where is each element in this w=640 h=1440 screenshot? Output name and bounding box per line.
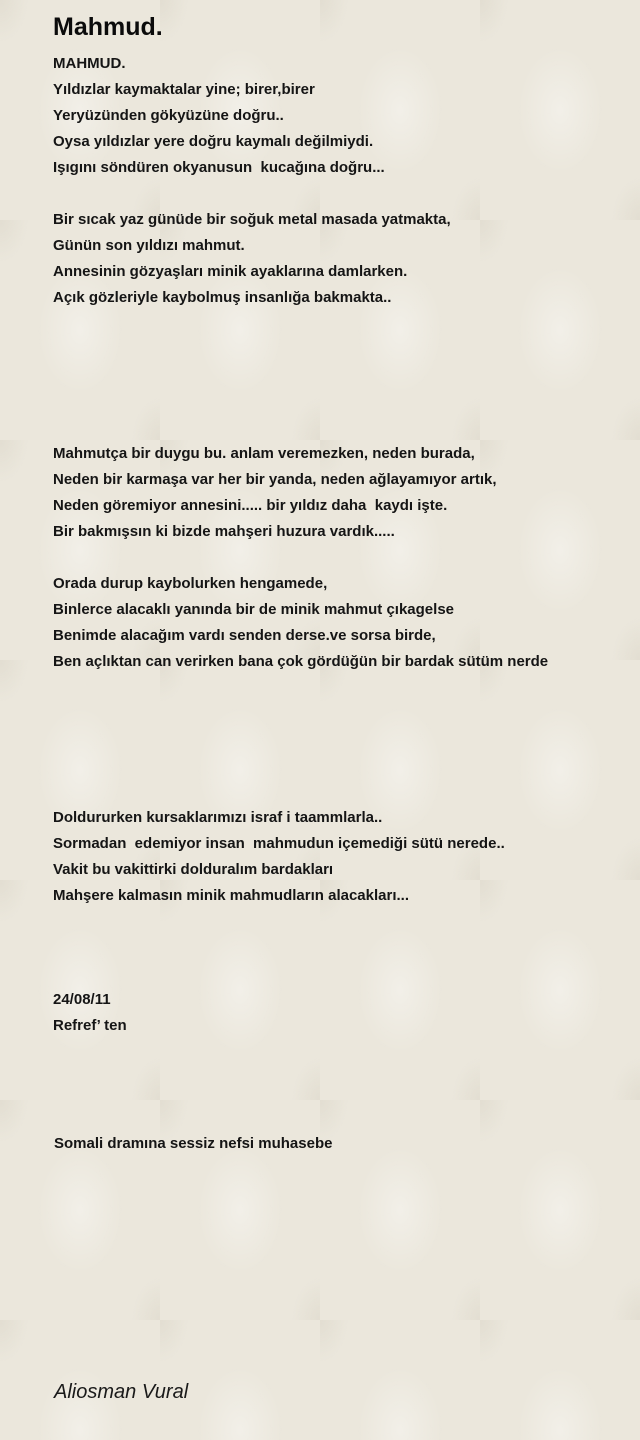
- poem-line: Açık gözleriyle kaybolmuş insanlığa bakmakta..: [53, 289, 392, 306]
- stanza-gap: [53, 545, 633, 571]
- poem-line: Bir sıcak yaz günüde bir soğuk metal masada yatmakta,: [53, 211, 451, 228]
- poem-line: MAHMUD.: [53, 55, 126, 72]
- poem-line: Neden bir karmaşa var her bir yanda, neden ağlayamıyor artık,: [53, 471, 497, 488]
- poem-line: Bir bakmışsın ki bizde mahşeri huzura vardık.....: [53, 523, 395, 540]
- poem-line: Günün son yıldızı mahmut.: [53, 237, 245, 254]
- poem-line: Orada durup kaybolurken hengamede,: [53, 575, 328, 592]
- poem-line: Mahmutça bir duygu bu. anlam veremezken, neden burada,: [53, 445, 475, 462]
- poem-line: Binlerce alacaklı yanında bir de minik mahmut çıkagelse: [53, 601, 455, 618]
- poem-date: 24/08/11: [53, 991, 111, 1008]
- poem-line: Benimde alacağım vardı senden derse.ve sorsa birde,: [53, 627, 436, 644]
- stanza-gap: [53, 909, 633, 987]
- author-name: Aliosman Vural: [54, 1381, 189, 1403]
- stanza-gap: [53, 311, 633, 441]
- stanza-4: [53, 571, 633, 675]
- poem-line: Oysa yıldızlar yere doğru kaymalı değilmiydi.: [53, 133, 374, 150]
- poem-date-block: [53, 987, 633, 1039]
- poem-source: Refref’ ten: [53, 1017, 127, 1034]
- stanza-gap: [53, 675, 633, 805]
- stanza-gap: [53, 181, 633, 207]
- stanza-5: [53, 805, 633, 909]
- poem-line: Mahşere kalmasın minik mahmudların alacakları...: [53, 887, 409, 904]
- poem-dedication: Somali dramına sessiz nefsi muhasebe: [54, 1135, 333, 1152]
- poem-line: Vakit bu vakittirki dolduralım bardakları: [53, 861, 334, 878]
- poem-line: Doldururken kursaklarımızı israf i taammlarla..: [53, 809, 383, 826]
- stanza-1: [53, 51, 633, 181]
- stanza-2: [53, 207, 633, 311]
- poem-line: Işıgını söndüren okyanusun kucağına doğru...: [53, 159, 385, 176]
- poem-title: Mahmud.: [53, 13, 163, 41]
- poem-line: Sormadan edemiyor insan mahmudun içemediği sütü nerede..: [53, 835, 505, 852]
- poem-line: Yıldızlar kaymaktalar yine; birer,birer: [53, 81, 315, 98]
- stanza-3: [53, 441, 633, 545]
- poem-line: Ben açlıktan can verirken bana çok gördüğün bir bardak sütüm nerde: [53, 653, 549, 670]
- poem-body: [53, 51, 633, 1039]
- poem-line: Neden göremiyor annesini..... bir yıldız daha kaydı işte.: [53, 497, 448, 514]
- poem-line: Yeryüzünden gökyüzüne doğru..: [53, 107, 284, 124]
- poem-line: Annesinin gözyaşları minik ayaklarına damlarken.: [53, 263, 408, 280]
